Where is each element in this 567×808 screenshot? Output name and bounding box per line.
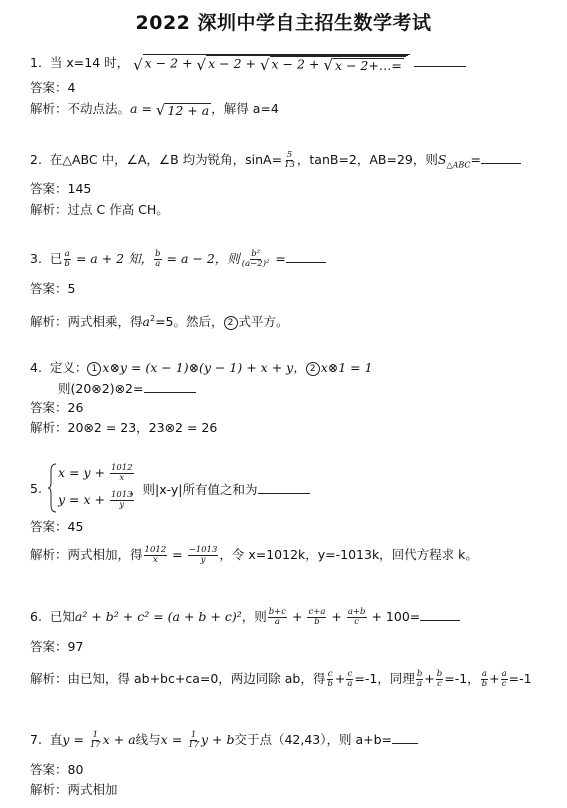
answer-blank: [144, 380, 196, 393]
answer-blank: [420, 608, 460, 621]
question-number: 7.: [30, 732, 42, 747]
question-3: 3. 已 $\frac{a}{b}$ = a + 2 知， $\frac{b}{a}$ = a − 2，则 $\frac{\text{b²}}{\text{(a−2)²}}$ =: [30, 250, 326, 269]
analysis-6: 解析：由已知，得 ab+bc+ca=0，两边同除 ab，得 $\frac{c}{b}$ + $\frac{c}{a}$ =-1，同理 $\frac{b}{a}$ + $\frac{b}{c}$ =-1， $\frac{a}{b}$ + $\frac{a}{c}$ =-1: [30, 669, 532, 689]
question-number: 2.: [30, 152, 42, 167]
analysis-4: 解析：20⊗2 = 23，23⊗2 = 26: [30, 420, 218, 435]
analysis-3: 解析：两式相乘，得$a^2=5$。然后， 2 式平方。: [30, 314, 289, 330]
question-4: 4. 定义： 1 x⊗y = (x − 1)⊗(y − 1) + x + y， 2 x⊗1 = 1: [30, 360, 373, 375]
question-5-eq1: x = y + $\frac{1012}{x}$: [58, 463, 133, 483]
question-number: 4.: [30, 360, 42, 375]
fraction: $\frac{5}{13}$: [284, 150, 295, 170]
question-number: 1.: [30, 55, 42, 70]
question-5-text: ，则|x-y|所有值之和为: [130, 481, 310, 498]
question-7: 7. 直y = $\frac{1}{17}$ x + a线与x = $\frac{1}{17}$ y + b交于点（42,43），则 a+b=: [30, 731, 418, 750]
answer-4: 答案：26: [30, 400, 84, 415]
analysis-1: 解析：不动点法。a = √ 12 + a ，解得 a=4: [30, 100, 279, 119]
analysis-7: 解析：两式相加: [30, 782, 118, 797]
answer-3: 答案：5: [30, 281, 76, 296]
question-2: 2. 在△ABC 中，∠A，∠B 均为锐角，sinA= $\frac{5}{13}$ ，tanB=2，AB=29，则$S_{\triangle ABC}=$: [30, 151, 521, 174]
answer-7: 答案：80: [30, 762, 84, 777]
question-number: 3.: [30, 251, 42, 266]
question-number: 6.: [30, 609, 42, 624]
nested-radical: √ x − 2 + √ x − 2 + √ x − 2 + √ x − 2+…=: [133, 54, 410, 73]
question-5-number: 5.: [30, 481, 42, 496]
question-6: 6. 已知a² + b² + c² = (a + b + c)²，则 $\frac{b+c}{a}$ + $\frac{c+a}{b}$ + $\frac{a+b}{c}$ + 100=: [30, 608, 460, 627]
answer-blank: [414, 54, 466, 67]
question-5-eq2: y = x + $\frac{1013}{y}$: [58, 490, 133, 510]
answer-6: 答案：97: [30, 639, 84, 654]
answer-1: 答案：4: [30, 80, 76, 95]
answer-blank: [286, 250, 326, 263]
equation-brace: [47, 463, 57, 513]
answer-blank: [481, 151, 521, 164]
question-1: [30, 54, 466, 73]
analysis-2: 解析：过点 C 作高 CH。: [30, 202, 169, 217]
question-text: 当 x=14 时，: [49, 55, 130, 70]
analysis-5: 解析：两式相加，得 $\frac{1012}{x}$ = $\frac{-1013}{y}$ ，令 x=1012k，y=-1013k，回代方程求 k。: [30, 545, 478, 565]
answer-blank: [392, 731, 418, 744]
question-4-line-2: 则(20⊗2)⊗2=: [58, 380, 196, 397]
page-title: 2022 深圳中学自主招生数学考试: [135, 12, 432, 34]
answer-5: 答案：45: [30, 519, 84, 534]
answer-2: 答案：145: [30, 181, 92, 196]
answer-blank: [258, 481, 310, 494]
